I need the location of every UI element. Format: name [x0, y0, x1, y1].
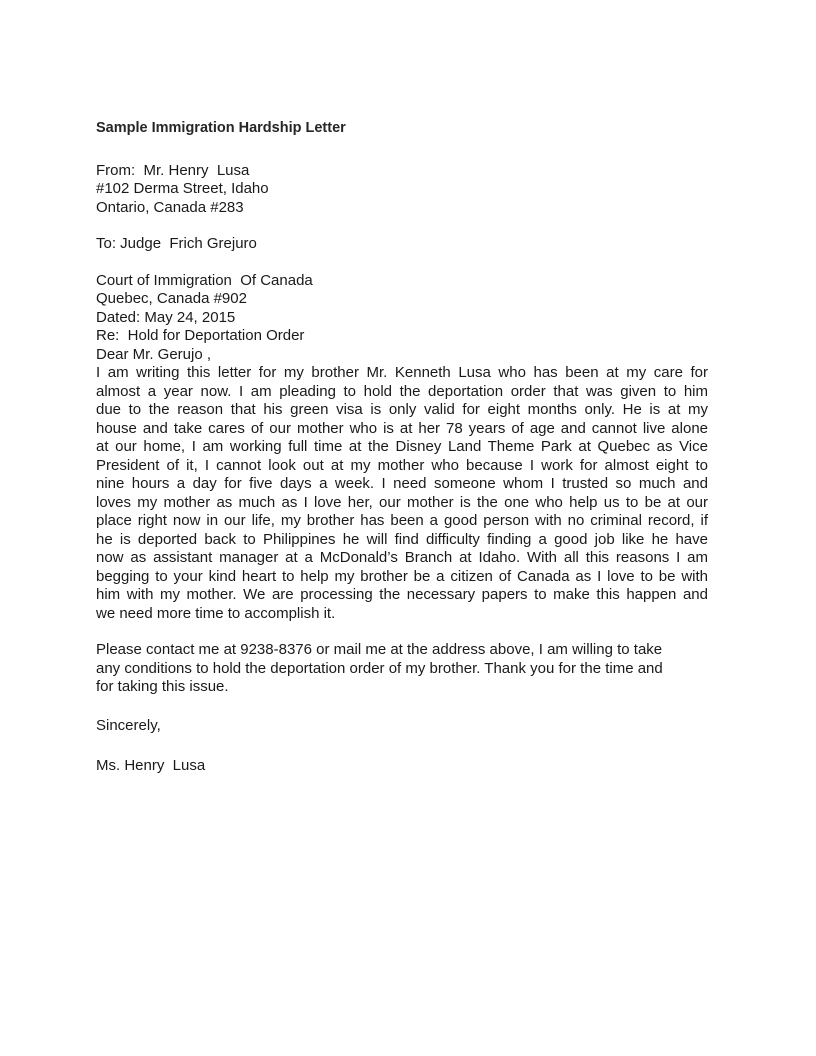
contact-line: any conditions to hold the deportation order of my brother. Thank you for the time and — [96, 659, 663, 677]
body-line: due to the reason that his green visa is only valid for eight months only. He is at my — [96, 401, 708, 418]
body-line: loves my mother as much as I love her, our mother is the one who help us to be at our — [96, 493, 708, 511]
body-line: begging to your kind heart to help my brother be a citizen of Canada as I love to be with — [96, 567, 708, 585]
body-line: President of it, I cannot look out at my mother who because I work for almost eight to — [96, 456, 708, 474]
from-line-city: Ontario, Canada #283 — [96, 199, 244, 216]
date-line: Dated: May 24, 2015 — [96, 309, 236, 326]
body-line: almost a year now. I am pleading to hold the deportation order that was given to him — [96, 382, 708, 400]
body-line: him with my mother. We are processing the necessary papers to make this happen and — [96, 586, 708, 603]
body-line: we need more time to accomplish it. — [96, 604, 336, 622]
signature: Ms. Henry Lusa — [96, 757, 206, 774]
letter-title: Sample Immigration Hardship Letter — [96, 120, 346, 136]
recipient-court: Court of Immigration Of Canada — [96, 272, 313, 289]
contact-line: for taking this issue. — [96, 678, 229, 695]
salutation: Dear Mr. Gerujo , — [96, 346, 212, 363]
from-line-name: From: Mr. Henry Lusa — [96, 162, 250, 179]
closing: Sincerely, — [96, 717, 161, 734]
recipient-city: Quebec, Canada #902 — [96, 290, 247, 307]
contact-line: Please contact me at 9238-8376 or mail me at the address above, I am willing to take — [96, 641, 663, 658]
body-line: at our home, I am working full time at the Disney Land Theme Park at Quebec as Vice — [96, 438, 708, 455]
body-line: I am writing this letter for my brother Mr. Kenneth Lusa who has been at my care for — [96, 364, 708, 381]
body-line: place right now in our life, my brother has been a good person with no criminal record, if — [96, 512, 708, 529]
body-paragraph — [96, 364, 708, 623]
body-line: now as assistant manager at a McDonald’s Branch at Idaho. With all this reasons I am — [96, 549, 708, 566]
from-line-street: #102 Derma Street, Idaho — [96, 180, 269, 197]
body-line: house and take cares of our mother who is at her 78 years of age and cannot live alone — [96, 419, 708, 437]
body-line: he is deported back to Philippines he will find difficulty finding a good job like he have — [96, 530, 708, 548]
body-line: nine hours a day for five days a week. I need someone whom I trusted so much and — [96, 475, 708, 492]
contact-paragraph — [96, 641, 708, 697]
subject-line: Re: Hold for Deportation Order — [96, 327, 305, 344]
to-line: To: Judge Frich Grejuro — [96, 235, 257, 252]
